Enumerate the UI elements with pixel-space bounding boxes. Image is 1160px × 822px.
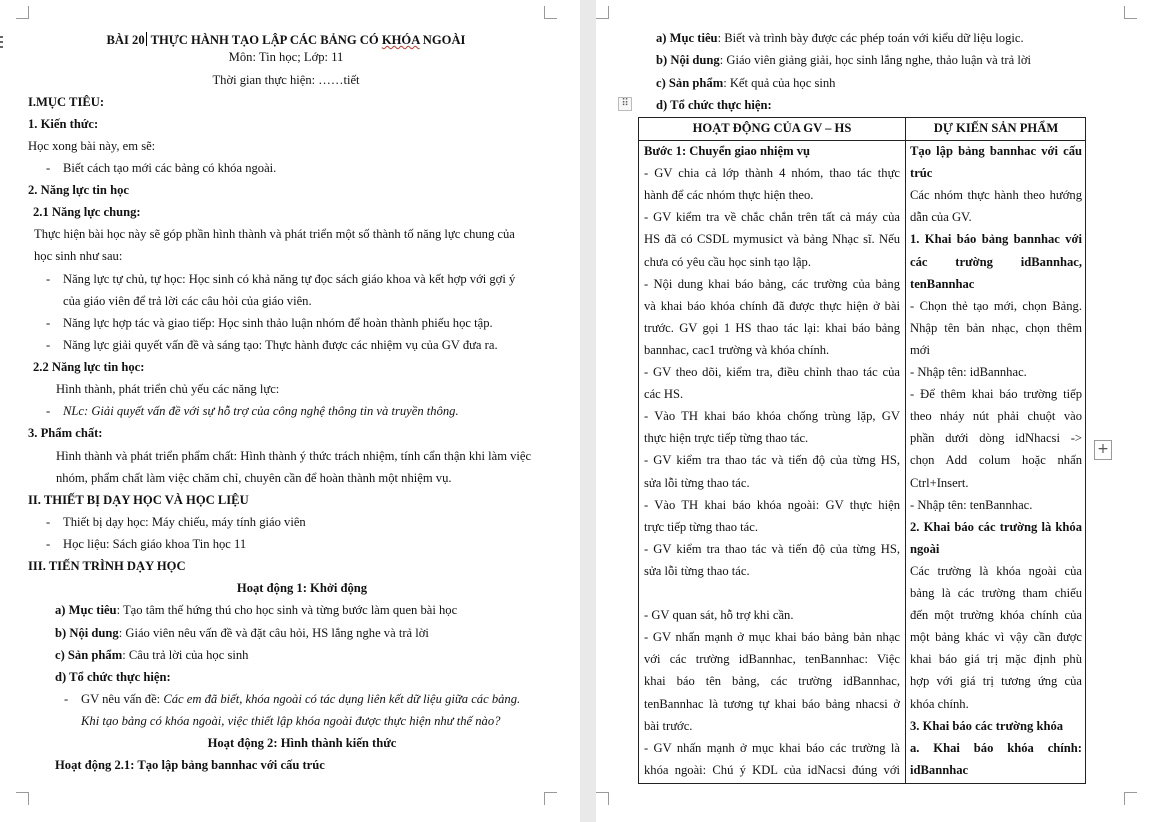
text-cursor [146,32,147,46]
bullet-text: Thiết bị dạy học: Máy chiếu, máy tính giáo viên [63,515,306,529]
bullet-text: Năng lực giải quyết vấn đề và sáng tạo: Thực hành được các nhiệm vụ của GV đưa ra. [63,338,498,352]
crop-mark [16,6,29,19]
subheading: 2.2 Năng lực tin học: [33,360,145,374]
table-cell-line: - Nội dung khai báo bảng, các trường của bảng [644,276,900,291]
table-cell-line: sửa lỗi từng thao tác. [644,563,750,578]
table-cell-line: chưa có yêu cầu học sinh tạo lập. [644,254,811,269]
subject-line: Môn: Tin học; Lớp: 11 [228,50,344,64]
table-cell-line: các HS. [644,387,684,402]
table-cell-line: một bảng khác vì vậy cần được [910,630,1082,645]
table-cell-line: trúc [910,166,933,181]
paragraph: nhóm, phẩm chất làm việc chăm chỉ, chuyên cần để hoàn thành một nhiệm vụ. [56,471,452,485]
product-line: c) Sản phẩm: Kết quả của học sinh [656,76,836,90]
table-cell-line: khóa ngoài: Chú ý KDL của idNacsi đúng với [644,762,900,777]
table-cell-line: bài trước. [644,718,693,733]
bullet-text: Năng lực hợp tác và giao tiếp: Học sinh thảo luận nhóm để hoàn thành phiếu học tập. [63,316,493,330]
bullet-dash: - [46,316,51,330]
table-cell-line: tenBannhac là tương tự khai báo bảng nhacsi ở [644,696,900,711]
table-cell-line: bannhac, cac1 trường và khóa chính. [644,342,830,357]
objective-line: a) Mục tiêu: Biết và trình bày được các phép toán với kiểu dữ liệu logic. [656,31,1024,45]
bullet-dash: - [46,272,51,286]
subheading: 2.1 Năng lực chung: [33,205,141,219]
activity-subheading: Hoạt động 2.1: Tạo lập bảng bannhac với cấu trúc [55,758,325,772]
table-cell-line: HS đã có CSDL mymusict và bảng Nhạc sĩ. Nếu [644,232,900,247]
table-cell-line: - GV kiểm tra thao tác và tiến độ của từng HS, [644,541,900,556]
section-heading: II. THIẾT BỊ DẠY HỌC VÀ HỌC LIỆU [28,493,249,507]
move-handle-icon[interactable]: ⠿ [618,97,632,111]
paragraph: Hình thành, phát triển chủ yếu các năng lực: [56,382,280,396]
organize-line: d) Tổ chức thực hiện: [656,98,772,112]
table-cell-line: - GV quan sát, hỗ trợ khi cần. [644,608,794,623]
table-divider [639,140,1085,141]
crop-mark [596,6,609,19]
table-cell-line: - Vào TH khai báo khóa ngoài: GV thực hiện [644,497,900,512]
table-cell-line: trực tiếp từng thao tác. [644,519,759,534]
activity-heading: Hoạt động 1: Khởi động [236,581,368,595]
table-cell-line: - GV nhấn mạnh ở mục khai báo bảng bản nhạc [644,630,900,645]
content-line: b) Nội dung: Giáo viên nêu vấn đề và đặt câu hỏi, HS lắng nghe và trả lời [55,626,429,640]
table-cell-line: - GV theo dõi, kiểm tra, điều chỉnh thao tác của [644,365,900,379]
table-cell-line: 3. Khai báo các trường khóa [910,718,1064,733]
lesson-title: BÀI 20 THỰC HÀNH TẠO LẬP CÁC BẢNG CÓ KHÓA NGOÀI [106,33,466,47]
table-cell-line: khóa chính. [910,696,969,711]
table-cell-line: theo nháy nút phải chuột vào [910,409,1082,424]
table-cell-line: Tạo lập bảng bannhac với cấu [910,144,1082,158]
bullet-text: Biết cách tạo mới các bảng có khóa ngoài. [63,161,277,175]
table-cell-line: mới [910,342,930,357]
table-cell-line: - Để thêm khai báo trường tiếp [910,387,1082,402]
table-cell-line: đến một trường khóa chính của [910,608,1082,623]
objective-line: a) Mục tiêu: Tạo tâm thế hứng thú cho học sinh và từng bước làm quen bài học [55,603,458,617]
add-icon[interactable]: + [1094,440,1112,460]
table-cell-line: Ctrl+Insert. [910,475,969,490]
table-cell-line: dẫn của GV. [910,210,972,225]
table-cell-line: - GV kiểm tra về chắc chắn trên tất cả máy của [644,210,900,225]
table-cell-line: các trường idBannhac, [910,254,1082,269]
activity-heading: Hoạt động 2: Hình thành kiến thức [207,736,397,750]
table-divider [905,118,906,783]
table-cell-line: hành để các nhóm thực hiện theo. [644,188,814,203]
bullet-dash: - [64,692,69,706]
paragraph: Hình thành và phát triển phẩm chất: Hình thành ý thức trách nhiệm, tính cẩn thận khi làm việc [56,449,532,463]
table-cell-line: - Vào TH khai báo khóa chống trùng lặp, GV [644,409,900,424]
table-cell-line: - GV nhấn mạnh ở mục khai báo các trường là [644,740,900,755]
table-cell-line: với các trường idBannhac, tenBannhac: Việc [644,652,900,667]
bullet-text: NLc: Giải quyết vấn đề với sự hỗ trợ của công nghệ thông tin và truyền thông. [63,404,459,418]
organize-line: d) Tổ chức thực hiện: [55,670,171,684]
crop-mark [544,6,557,19]
table-cell-line: hợp với giá trị tương ứng của [910,674,1082,689]
content-line: b) Nội dung: Giáo viên giảng giải, học sinh lắng nghe, thảo luận và trả lời [656,53,1031,67]
time-line: Thời gian thực hiện: ……tiết [212,73,360,87]
crop-mark [596,792,609,805]
table-cell-line: khai báo tên bảng, các trường idBannhac, [644,674,900,689]
bullet-dash: - [46,537,51,551]
table-cell-line: Bước 1: Chuyển giao nhiệm vụ [644,144,811,158]
table-cell-line: a. Khai báo khóa chính: [910,740,1082,755]
table-cell-line: Các trường là khóa ngoài của [910,563,1082,578]
table-cell-line: Các nhóm thực hành theo hướng [910,188,1082,203]
table-header-activity: HOẠT ĐỘNG CỦA GV – HS [692,121,852,135]
crop-mark [1124,792,1137,805]
subheading: 2. Năng lực tin học [28,183,129,197]
bullet-text: GV nêu vấn đề: Các em đã biết, khóa ngoài có tác dụng liên kết dữ liệu giữa các bảng. [81,692,521,706]
paragraph: học sinh như sau: [34,249,123,263]
section-heading: III. TIẾN TRÌNH DẠY HỌC [28,559,186,573]
crop-mark [544,792,557,805]
subheading: 3. Phẩm chất: [28,426,103,440]
right-page [596,0,1160,822]
table-cell-line: chọn Add colum hoặc nhấn [910,453,1082,468]
table-cell-line: - GV kiểm tra thao tác và tiến độ của từng HS, [644,453,900,468]
table-cell-line: ngoài [910,541,940,556]
subheading: 1. Kiến thức: [28,117,99,131]
product-line: c) Sản phẩm: Câu trả lời của học sinh [55,648,249,662]
bullet-dash: - [46,338,51,352]
bullet-dash: - [46,404,51,418]
table-cell-line: - GV chia cả lớp thành 4 nhóm, thao tác thực [644,166,900,181]
table-cell-line: - Nhập tên: tenBannhac. [910,497,1033,512]
table-header-product: DỰ KIẾN SẢN PHẨM [933,121,1059,135]
table-cell-line: thực hiện trực tiếp từng thao tác. [644,431,809,446]
crop-mark [1124,6,1137,19]
table-cell-line: khai báo giá trị mặc định phù [910,652,1082,667]
bullet-text: của giáo viên để trả lời các câu hỏi của giáo viên. [63,294,312,308]
paragraph: Thực hiện bài học này sẽ góp phần hình thành và phát triển một số thành tố năng lực chung của [34,227,515,241]
table-cell-line: bảng là các trường tham chiếu [910,586,1082,600]
ruler-marks [0,36,3,51]
table-cell-line: sửa lỗi từng thao tác. [644,475,750,490]
bullet-text: Học liệu: Sách giáo khoa Tin học 11 [63,537,247,551]
bullet-text: Khi tạo bảng có khóa ngoài, việc thiết lập khóa ngoài được thực hiện như thế nào? [81,714,501,728]
crop-mark [16,792,29,805]
table-cell-line: phần dưới dòng idNhacsi -> [910,431,1082,446]
bullet-dash: - [46,515,51,529]
table-cell-line: Nhập tên bản nhạc, chọn thêm [910,320,1082,335]
bullet-dash: - [46,161,51,175]
activity-table [638,117,1086,784]
paragraph: Học xong bài này, em sẽ: [28,139,156,153]
table-cell-line: - Chọn thẻ tạo mới, chọn Bảng. [910,298,1082,313]
table-cell-line: 2. Khai báo các trường là khóa [910,519,1082,534]
table-cell-line: trước. GV gọi 1 HS thao tác lại: khai báo bảng [644,320,900,335]
table-cell-line: tenBannhac [910,276,975,291]
table-cell-line: và khai báo khóa chính đã được thực hiện ở bài [644,298,900,313]
table-cell-line: 1. Khai báo bảng bannhac với [910,232,1082,247]
bullet-text: Năng lực tự chủ, tự học: Học sinh có khả năng tự đọc sách giáo khoa và kết hợp với gợi ý [63,272,516,286]
table-cell-line: - Nhập tên: idBannhac. [910,365,1027,379]
section-heading: I.MỤC TIÊU: [28,95,105,109]
table-cell-line: idBannhac [910,762,969,777]
